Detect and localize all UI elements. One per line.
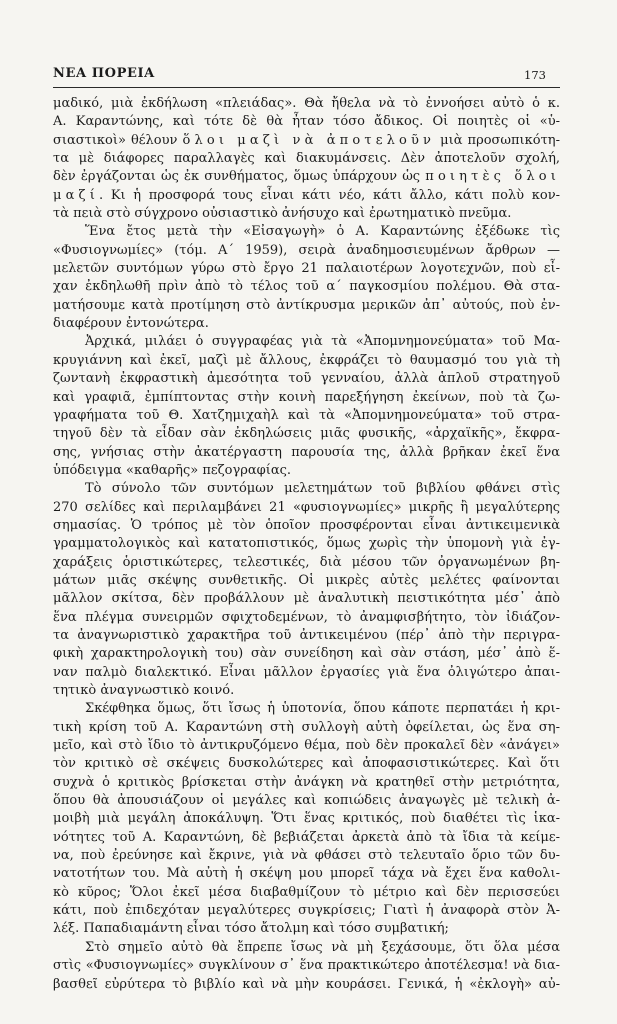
page-number: 173 (524, 68, 546, 82)
text-line: τα ἀναγνωριστικὸ χαρακτῆρα τοῦ ἀντικειμένου (πέρ᾿ ἀπὸ τὴν περιγρα- (53, 627, 560, 643)
text-line: σημασίας. Ὁ τρόπος μὲ τὸν ὁποῖον προσφέρονται εἶναι ἀντικειμενικὰ (53, 517, 560, 533)
text-line: ὅπου θὰ ἀπουσιάζουν οἱ μεγάλες καὶ κοπιώδεις ἀναγωγὲς μὲ τελικὴ ἀ- (53, 793, 560, 809)
text-line: τὰ πειὰ στὸ σύγχρονο οὐσιαστικὸ ἀνήσυχο καὶ ἐρωτηματικὸ πνεῦμα. (53, 206, 512, 222)
text-line: Ἕνα ἔτος μετὰ τὴν «Εἰσαγωγὴ» ὁ Α. Καραντώνης ἐξέδωκε τὶς (85, 224, 560, 240)
text-line: γραφήματα τοῦ Θ. Χατζημιχαὴλ καὶ τὰ «Ἀπομνημονεύματα» τοῦ στρα- (53, 407, 560, 423)
text-line: τικὴ κρίση τοῦ Α. Καραντώνη στὴ συλλογὴ αὐτὴ ὀφείλεται, ὡς ἕνα ση- (53, 719, 560, 735)
text-line: Ἀρχικά, μιλάει ὁ συγγραφέας γιὰ τὰ «Ἀπομνημονεύματα» τοῦ Μα- (85, 334, 560, 350)
emphasis-spaced: μαζί (53, 187, 100, 203)
text-line (53, 187, 560, 205)
text-line: ναν παλμὸ διαλεκτικό. Εἶναι μᾶλλον ἐργασίες γιὰ ἕνα ὀλιγώτερο ἀπαι- (53, 664, 560, 680)
header-rule (53, 87, 560, 88)
text-line: κὸ κῦρος; Ὅλοι ἐκεῖ μέσα διαβαθμίζουν τὸ μέτριο καὶ δὲν περισσεύει (53, 884, 560, 900)
text-line: Α. Καραντώνης, καὶ τότε δὲ θὰ ἦταν τόσο ἄδικος. Οἱ ποιητὲς οἱ «ὑ- (53, 114, 560, 130)
text-line: Τὸ σύνολο τῶν συντόμων μελετημάτων τοῦ βιβλίου φθάνει στὶς (85, 481, 560, 497)
text-line: τα μὲ διάφορες παραλλαγὲς καὶ διακυμάνσεις. Δὲν ἀποτελοῦν σχολή, (53, 151, 560, 167)
text-segment: . Κι ἡ προσφορά τους εἶναι κάτι νέο, κάτι ἄλλο, κάτι πολὺ κον- (99, 187, 560, 203)
text-line: συχνὰ ὁ κριτικὸς βρίσκεται στὴν ἀνάγκη νὰ κρατηθεῖ στὴν μετριότητα, (53, 774, 560, 790)
text-line: λέξ. Παπαδιαμάντη εἶναι τόσο ἄτολμη καὶ τόσο συμβατική; (53, 921, 449, 937)
text-line: τηγοῦ δὲν τὰ εἶδαν σὰν ἐκδηλώσεις μιᾶς φυσικῆς, «ἀρχαϊκῆς», ἔκφρα- (53, 426, 560, 442)
text-segment: δὲν ἐργάζονται ὡς ἐκ συνθήματος, ὅμως ὑπάρχουν ὡς (53, 169, 426, 185)
journal-title: ΝΕΑ ΠΟΡΕΙΑ (53, 66, 155, 81)
text-line: στὶς «Φυσιογνωμίες» συγκλίνουν σ᾿ ἕνα πρακτικώτερο ἀποτέλεσμα! νὰ δια- (53, 958, 560, 974)
text-line: ζωντανὴ ἐκφραστικὴ ἀμεσότητα τοῦ γενναίου, ἀλλὰ ἁπλοῦ στρατηγοῦ (53, 371, 560, 387)
text-line: ὑπόδειγμα «καθαρῆς» πεζογραφίας. (53, 462, 292, 478)
emphasis-spaced: ὅλοι μαζὶ νὰ ἀποτελοῦν (182, 132, 436, 148)
text-line: κάτι, ποὺ ἐπιδεχόταν μεγαλύτερες συγκρίσεις; Γιατὶ ἡ ἀναφορὰ στὸν Ἀ- (53, 903, 560, 919)
text-line: μαδικό, μιὰ ἐκδήλωση «πλειάδας». Θὰ ἤθελα νὰ τὸ ἐννοήσει αὐτὸ ὁ κ. (53, 96, 560, 111)
text-line: τὸν κριτικὸ σὲ σκέψεις δυσκολώτερες καὶ ἀποφασιστικώτερες. Καὶ ὅτι (53, 756, 560, 772)
text-line (53, 168, 560, 186)
text-line: μοιβὴ μιὰ μεγάλη ἀποκάλυψη. Ὅτι ἕνας κριτικός, ποὺ διαθέτει τὶς ἱκα- (53, 811, 560, 827)
text-line: νότητες τοῦ Α. Καραντώνη, δὲ βεβιάζεται ἀρκετὰ ἀπὸ τὰ ἴδια τὰ κείμε- (53, 829, 560, 845)
text-line: να, ποὺ ἐρεύνησε καὶ ἔκρινε, γιὰ νὰ φθάσει στὸ τελευταῖο ὅριο τῶν δυ- (53, 848, 560, 864)
text-line: γραμματολογικὸς καὶ κατατοπιστικός, ὅμως χωρὶς τὴν ὑπομονὴ γιὰ ἐγ- (53, 536, 560, 552)
text-line: 270 σελίδες καὶ περιλαμβάνει 21 «φυσιογνωμίες» μικρῆς ἢ μεγαλύτερης (53, 499, 560, 515)
text-segment: σιαστικοὶ» θέλουν (53, 132, 183, 148)
text-line: ἕνα πλέγμα συνειρμῶν σφιχτοδεμένων, τὸ ἀναμφισβήτητο, τὸν ἰδιάζον- (53, 609, 560, 625)
text-line: σης, γνήσιας στὴν ἀκατέργαστη παρουσία της, ἀλλὰ βρῆκαν ἐκεῖ ἕνα (53, 444, 560, 460)
text-line: χαν ἐκδηλωθῆ πρὶν ἀπὸ τὸ τέλος τοῦ α΄ παγκοσμίου πολέμου. Θὰ στα- (53, 279, 560, 295)
text-line: μελετῶν συντόμων γύρω στὸ ἔργο 21 παλαιοτέρων λογοτεχνῶν, ποὺ εἶ- (53, 261, 560, 277)
text-line: καὶ γραφιᾶ, ἐμπίπτοντας στὴν κοινὴ παρεξήγηση ἐκείνων, ποὺ τὰ ζω- (53, 389, 560, 405)
text-line: βασθεῖ εὐρύτερα τὸ βιβλίο καὶ νὰ μὴν κουράσει. Γενικά, ἡ «ἐκλογὴ» αὐ- (53, 976, 560, 992)
text-line: μεῖο, καὶ στὸ ἴδιο τὸ ἀντικρυζόμενο θέμα, ποὺ δὲν προκαλεῖ δὲν «ἀνάγει» (53, 738, 560, 754)
text-line: «Φυσιογνωμίες» (τόμ. Α΄ 1959), σειρὰ ἀναδημοσιευμένων ἄρθρων — (53, 242, 560, 258)
text-line (53, 132, 560, 150)
text-line: μᾶλλον σκίτσα, δὲν προβάλλουν μὲ ἀναλυτικὴ πειστικότητα μέσ᾿ ἀπὸ (53, 591, 560, 607)
text-line: διαφέρουν ἐντονώτερα. (53, 316, 209, 332)
text-segment: μιὰ προσωπικότη- (435, 132, 560, 148)
running-head (53, 64, 560, 84)
text-line: χαράξεις ὁριστικώτερες, τελεστικές, διὰ μέσου τῶν ὀργανωμένων βη- (53, 554, 560, 570)
emphasis-spaced: ποιητὲς ὅλοι (425, 169, 560, 185)
text-line: τητικὸ ἀναγνωστικὸ κοινό. (53, 683, 235, 698)
article-body (53, 95, 560, 994)
text-line: Σκέφθηκα ὅμως, ὅτι ἴσως ἡ ὑποτονία, ὅπου κάποτε περπατάει ἡ κρι- (85, 701, 560, 717)
text-line: μάτων μιᾶς σκέψης συνθετικῆς. Οἱ μικρὲς αὐτὲς μελέτες φαίνονται (53, 572, 560, 588)
text-line: φικὴ χαρακτηρολογικὴ του) σὰν συνείδηση καὶ σὰν στάση, μέσ᾿ ἀπὸ ἕ- (53, 646, 560, 662)
text-line: κρυγιάννη καὶ ἐκεῖ, μαζὶ μὲ ἄλλους, ἐκφράζει τὸ θαυμασμό του γιὰ τὴ (53, 352, 560, 368)
text-line: νατοτήτων του. Μὰ αὐτὴ ἡ σκέψη μου μπορεῖ τάχα νὰ ἔχει ἕνα καθολι- (53, 866, 560, 882)
text-line: Στὸ σημεῖο αὐτὸ θὰ ἔπρεπε ἴσως νὰ μὴ ξεχάσουμε, ὅτι ὅλα μέσα (85, 939, 560, 955)
text-line: ματήσουμε κατὰ προτίμηση στὸ ἀντίκρυσμα μερικῶν ἀπ᾿ αὐτούς, ποὺ ἐν- (53, 297, 560, 313)
